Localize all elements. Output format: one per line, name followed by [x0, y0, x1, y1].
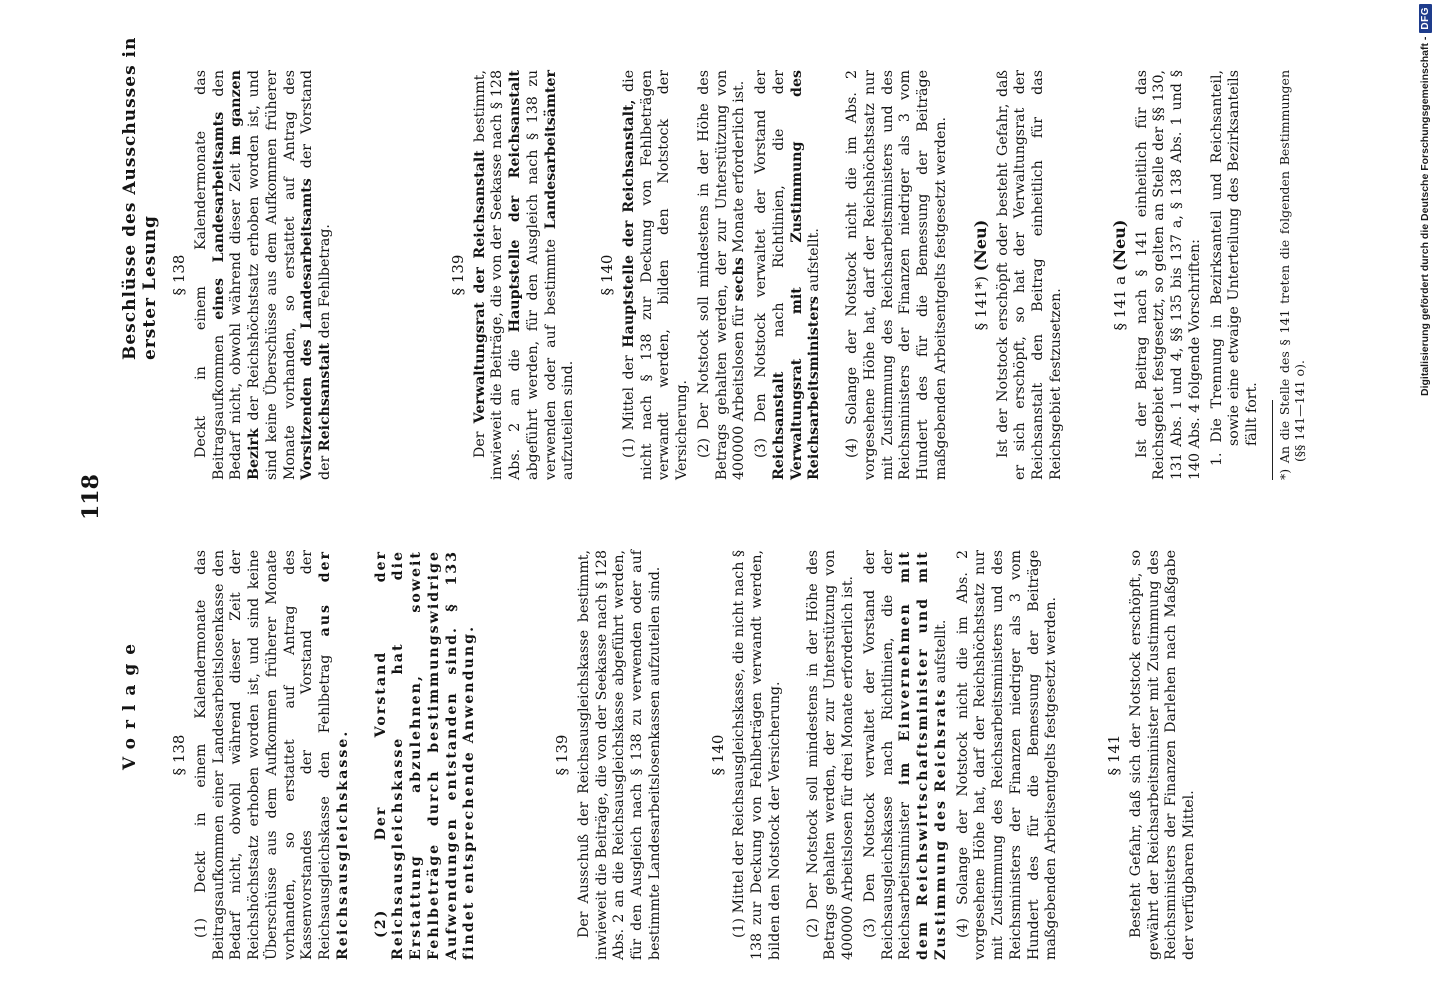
decision-138-bold-3: Vorsitzenden des Landesarbeitsamts: [299, 178, 316, 480]
section-138-paragraph-2: [373, 550, 480, 960]
decision-140-p3-bold-1: Reichsanstalt: [770, 371, 787, 480]
section-141-paragraph-1: Besteht Gefahr, daß sich der Notstock erschöpft, so gewährt der Reichsarbeitsminister mit Zustimmung des Reichsministers der Finanzen Darlehen nach Maßgabe der verfügbaren Mittel.: [1127, 550, 1197, 960]
credit-text: Digitalisierung gefördert durch die Deutsche Forschungsgemeinschaft -: [1419, 36, 1431, 396]
decision-138-text-5: den Fehlbetrag.: [317, 224, 333, 339]
section-138-paragraph-1: [193, 550, 353, 960]
right-column-heading: Beschlüsse des Ausschusses in erster Lesung: [120, 36, 160, 360]
section-140-title: § 140: [708, 734, 727, 776]
left-column-heading: Vorlage: [120, 634, 140, 770]
decision-140-paragraph-4: (4) Solange der Notstock nicht die im Abs. 2 vorgesehene Höhe hat, darf der Reichshöchstsatz nur mit Zustimmung des Reichsarbeitsministers und des Reichsministers der Finanzen niedriger als 3 vom Hundert des für die Bemessung der Beiträge maßgebenden Arbeitsentgelts festgesetzt werden.: [844, 70, 949, 480]
footnote-divider: [1272, 400, 1273, 480]
list-item: 1. Die Trennung in Bezirksanteil und Reichsanteil, sowie eine etwaige Unterteilung des Bezirksanteils fällt fort.: [1208, 70, 1260, 466]
decision-140-p3-text-2: nach Richtlinien, die der: [770, 70, 787, 338]
decision-141-new-marker: (Neu): [970, 219, 990, 272]
decision-139-text-1: Der: [471, 431, 488, 458]
section-138-paragraph-1-emphasis: aus der Reichsausgleichskasse.: [317, 550, 351, 960]
decision-141a-new-marker: (Neu): [1109, 219, 1129, 272]
decision-138-text-4: der Vorstand der: [299, 70, 333, 480]
decision-138-bold-4: Reichsanstalt: [317, 342, 333, 452]
section-140-paragraph-3: [862, 550, 951, 960]
decision-138-title: § 138: [170, 254, 188, 296]
decision-140-p1-text-1: (1) Mittel der: [620, 355, 637, 458]
decision-141a-list: [1209, 70, 1262, 480]
decision-138-text-1: Deckt in einem Kalendermonate das Beitragsaufkommen: [192, 70, 227, 480]
page-number: 118: [78, 474, 104, 520]
decision-140-p3-text-3: aufstellt.: [806, 228, 823, 292]
decision-140-title: § 140: [598, 254, 616, 296]
decision-140-paragraph-1: [621, 70, 692, 480]
section-140-paragraph-4: (4) Solange der Notstock nicht die im Abs. 2 vorgesehene Höhe hat, darf der Reichshöchstsatz nur mit Zustimmung des Reichsarbeitsministers und des Reichsministers der Finanzen niedriger als 3 vom Hundert des für die Bemessung der Beiträge maßgebenden Arbeitsentgelts festgesetzt werden.: [954, 550, 1060, 960]
section-138-paragraph-2-emphasis: (2) Der Vorstand der Reichsausgleichskasse hat die Erstattung abzulehnen, soweit Fehlbeträge durch bestimmungswidrige Aufwendungen entstanden sind.: [372, 550, 460, 960]
decision-141-paragraph: Ist der Notstock erschöpft oder besteht Gefahr, daß er sich erschöpft, so hat der Verwaltungsrat der Reichsanstalt den Beitrag einheitlich für das Reichsgebiet festzusetzen.: [994, 70, 1064, 480]
section-138-paragraph-1-text: (1) Deckt in einem Kalendermonate das Beitragsaufkommen einer Landesarbeitslosenkasse den Bedarf nicht, obwohl während dieser Zeit der Reichshöchstsatz erhoben worden ist, und sind keine Überschüsse aus dem Aufkommen früherer Monate vorhanden, so erstattet auf Antrag des Kassenvorstandes der Vorstand der Reichsausgleichskasse den Fehlbetrag: [192, 550, 333, 960]
decision-140-p2-bold: sechs: [731, 257, 748, 302]
decision-140-p1-bold: Hauptstelle der Reichsanstalt,: [620, 99, 637, 348]
left-column: [170, 550, 1203, 960]
digitization-credit: [1412, 4, 1434, 996]
decision-141a-title: [1110, 70, 1130, 480]
decision-140-p1-text-2: die nicht nach § 138 zur Deckung von Fehlbeträgen verwandt werden, bilden den Notstock der Versicherung.: [620, 70, 690, 480]
section-139-title: § 139: [553, 734, 571, 776]
decision-140-p3-bold-2: Verwaltungsrat mit Zustimmung des Reichsarbeitsministers: [788, 70, 823, 480]
decision-141-title: [971, 70, 991, 480]
decision-138-bold-1: eines Landesarbeitsamts: [210, 111, 227, 320]
section-140-paragraph-3-text: (3) Den Notstock verwaltet der Vorstand der Reichsausgleichskasse nach Richtlinien, die der Reichsarbeitsminister: [861, 550, 914, 960]
right-column: [170, 70, 1308, 480]
footnote: *) An die Stelle des § 141 treten die folgenden Bestimmungen (§§ 141—141 o).: [1276, 70, 1308, 480]
decision-139-bold-3: Landesarbeitsämter: [542, 70, 559, 230]
decision-138-text-3: der Reichshöchstsatz erhoben worden ist, und sind keine Überschüsse aus dem Aufkommen früherer Monate vorhanden, so erstattet auf Antrag des: [246, 70, 298, 480]
decision-140-p2-text-1: (2) Der Notstock soll mindestens in der Höhe des Betrags gehalten werden, der zur Unterstützung von 400000 Arbeitslosen für: [695, 70, 748, 480]
section-138-title: § 138: [170, 734, 188, 776]
decision-138-paragraph: [193, 70, 335, 480]
decision-140-paragraph-2: [696, 70, 749, 480]
decision-138-bold-2: im ganzen Bezirk: [228, 70, 262, 480]
section-139-paragraph-1: Der Ausschuß der Reichsausgleichskasse bestimmt, inwieweit die Beiträge, die von der Seekasse nach § 128 Abs. 2 an die Reichsausgleichskasse abgeführt werden, für den Ausgleich nach § 138 zu verwenden oder auf bestimmte Landesarbeitslosenkassen aufzuteilen sind.: [575, 550, 663, 960]
section-140-paragraph-3-end: aufstellt.: [932, 619, 949, 684]
decision-140-p3-text-1: (3) Den Notstock verwaltet der Vorstand der: [753, 70, 769, 458]
decision-141a-number: § 141 a: [1110, 275, 1129, 331]
decision-140-p2-text-2: Monate erforderlich ist.: [731, 80, 748, 253]
decision-141a-paragraph: Ist der Beitrag nach § 141 einheitlich für das Reichsgebiet festgesetzt, so gelten an Stelle der §§ 130, 131 Abs. 1 und 4, §§ 135 bis 137 a, § 138 Abs. 1 und § 140 Abs. 4 folgende Vorschriften:: [1133, 70, 1203, 480]
decision-139-text-4: aufzuteilen sind.: [560, 360, 577, 480]
decision-139-text-2: bestimmt, inwieweit die Beiträge, die von der Seekasse nach § 128 Abs. 2 an die: [471, 70, 523, 480]
decision-139-title: § 139: [448, 254, 467, 296]
decision-139-bold-1: Verwaltungsrat der Reichsanstalt: [471, 150, 488, 424]
dfg-logo: DFG: [1419, 4, 1432, 33]
section-140-paragraph-2: (2) Der Notstock soll mindestens in der Höhe des Betrags gehalten werden, der zur Unterstützung von 400000 Arbeitslosen für drei Monate erforderlich ist.: [804, 550, 856, 960]
section-138-paragraph-2-ref: § 133 findet entsprechende Anwendung.: [443, 550, 478, 960]
decision-139-text-3: abgeführt werden, für den Ausgleich nach § 138 zu verwenden oder auf bestimmte: [524, 70, 559, 480]
decision-139-paragraph: [472, 70, 579, 480]
section-140-paragraph-3-emphasis: im Einvernehmen mit dem Reichswirtschaftsminister und mit Zustimmung des Reichsrats: [897, 550, 949, 960]
decision-141-number: § 141*): [971, 276, 990, 331]
decision-139-bold-2: Hauptstelle der Reichsanstalt: [507, 70, 523, 333]
section-141-title: § 141: [1105, 734, 1123, 776]
section-140-paragraph-1: (1) Mittel der Reichsausgleichskasse, die nicht nach § 138 zur Deckung von Fehlbeträgen verwandt werden, bilden den Notstock der Versicherung.: [731, 550, 783, 960]
decision-140-paragraph-3: [753, 70, 824, 480]
decision-138-text-2: den Bedarf nicht, obwohl während dieser Zeit: [210, 70, 245, 480]
